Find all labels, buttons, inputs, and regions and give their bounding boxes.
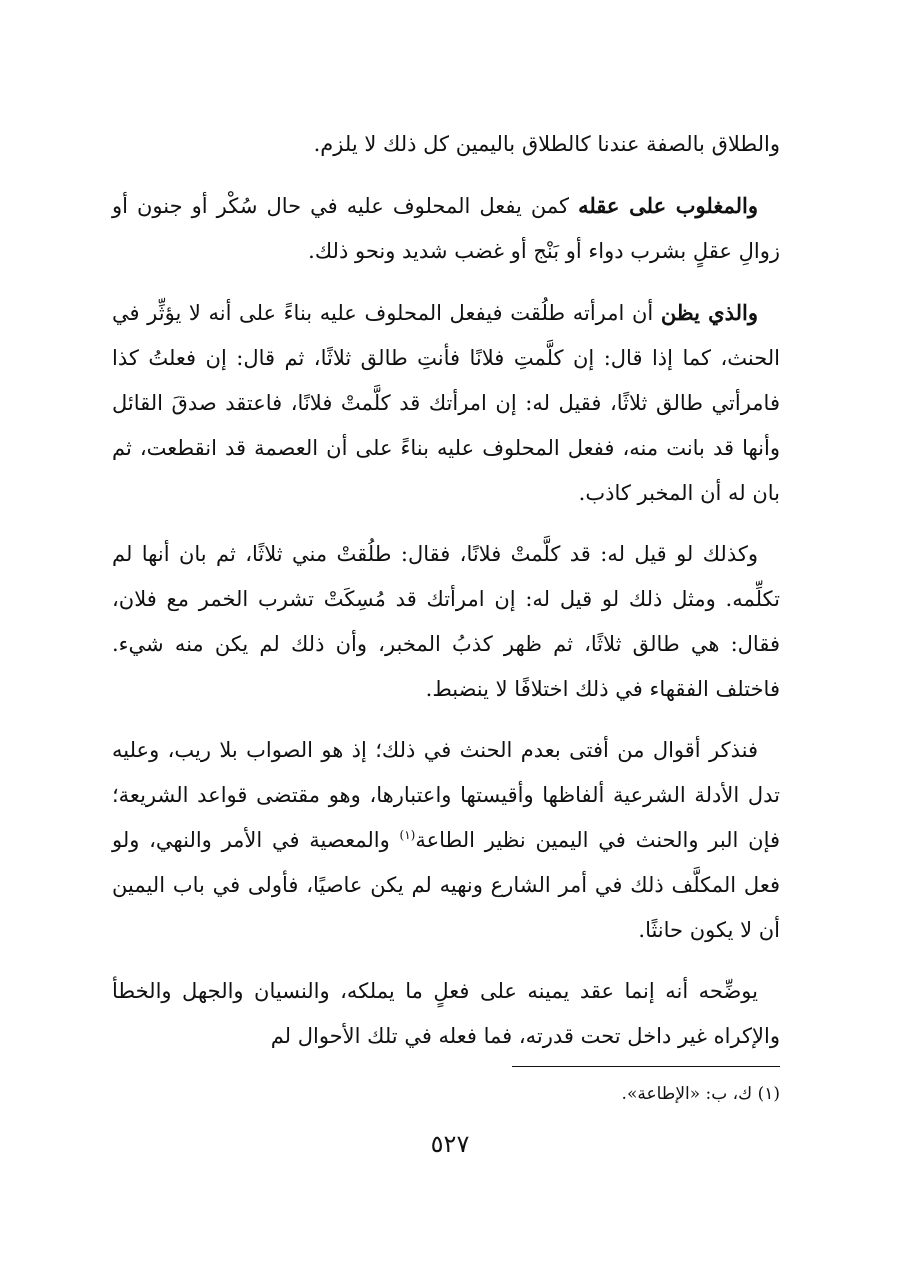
page-number: ٥٢٧ (430, 1130, 470, 1158)
paragraph-5-tail: والمعصية في الأمر والنهي، ولو فعل المكلَّف ذلك في أمر الشارع ونهيه لم يكن عاصيًا، فأولى في باب اليمين أن لا يكون حانثًا. (112, 828, 780, 942)
paragraph-1-text: والطلاق بالصفة عندنا كالطلاق باليمين كل ذلك لا يلزم. (313, 132, 780, 156)
paragraph-3-lead: والذي يظن (660, 300, 759, 325)
footnote-1: (١) ك، ب: «الإطاعة». (621, 1084, 780, 1104)
footnote-reference-1: (١) (399, 828, 416, 842)
paragraph-6-text: يوضِّحه أنه إنما عقد يمينه على فعلٍ ما يملكه، والنسيان والجهل والخطأ والإكراه غير داخل تحت قدرته، فما فعله في تلك الأحوال لم (112, 979, 780, 1048)
footnote-divider (512, 1066, 780, 1067)
paragraph-5-text: فنذكر أقوال من أفتى بعدم الحنث في ذلك؛ إذ هو الصواب بلا ريب، وعليه تدل الأدلة الشرعية ألفاظها وأقيستها واعتبارها، وهو مقتضى قواعد الشريعة؛ فإن البر والحنث في اليمين نظير الطاعة (112, 738, 781, 852)
paragraph-2-text: كمن يفعل المحلوف عليه في حال سُكْر أو جنون أو زوالِ عقلٍ بشرب دواء أو بَنْج أو غضب شديد ونحو ذلك. (112, 194, 780, 263)
main-text (112, 122, 780, 1075)
paragraph-4 (112, 532, 780, 712)
paragraph-1 (112, 122, 780, 167)
paragraph-2 (112, 183, 780, 274)
paragraph-3-text: أن امرأته طلُقت فيفعل المحلوف عليه بناءً على أنه لا يؤثِّر في الحنث، كما إذا قال: إن كلَّمتِ فلانًا فأنتِ طالق ثلاثًا، ثم قال: إن فعلتُ كذا فامرأتي طالق ثلاثًا، فقيل له: إن امرأتك قد كلَّمتْ فلانًا، فاعتقد صدقَ القائل وأنها قد بانت منه، ففعل المحلوف عليه بناءً على أن العصمة قد انقطعت، ثم بان له أن المخبر كاذب. (112, 301, 780, 505)
paragraph-6 (112, 969, 780, 1059)
paragraph-5 (112, 728, 780, 953)
paragraph-4-text: وكذلك لو قيل له: قد كلَّمتْ فلانًا، فقال: طلُقتْ مني ثلاثًا، ثم بان أنها لم تكلِّمه. ومثل ذلك لو قيل له: إن امرأتك قد مُسِكَتْ تشرب الخمر مع فلان، فقال: هي طالق ثلاثًا، ثم ظهر كذبُ المخبر، وأن ذلك لم يكن منه شيء. فاختلف الفقهاء في ذلك اختلافًا لا ينضبط. (112, 542, 780, 701)
paragraph-2-lead: والمغلوب على عقله (578, 193, 758, 218)
paragraph-3 (112, 290, 780, 516)
